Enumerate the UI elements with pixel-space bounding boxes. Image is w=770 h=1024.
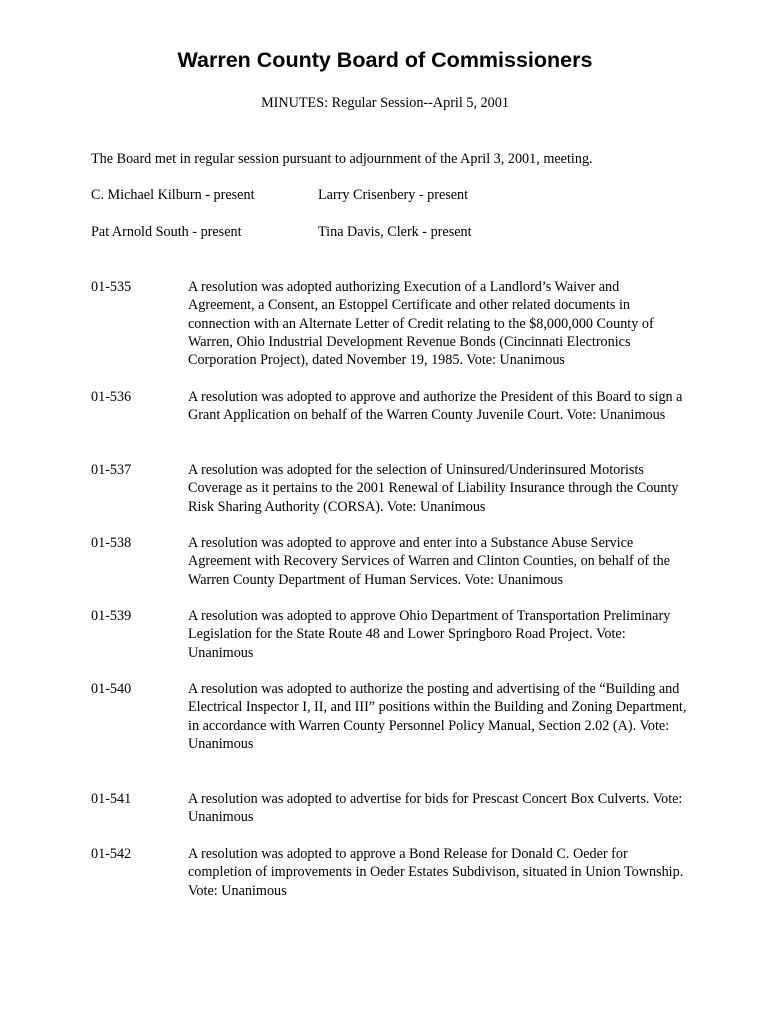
resolution-number-01-542: 01-542	[91, 846, 132, 862]
attendee-kilburn: C. Michael Kilburn - present	[91, 187, 255, 203]
document-title: Warren County Board of Commissioners	[177, 48, 593, 72]
resolution-number-01-538: 01-538	[91, 535, 132, 551]
attendee-davis: Tina Davis, Clerk - present	[318, 224, 472, 240]
document-subtitle: MINUTES: Regular Session--April 5, 2001	[261, 95, 509, 111]
resolution-number-01-539: 01-539	[91, 608, 132, 624]
resolution-text-01-540: A resolution was adopted to authorize the posting and advertising of the “Building and Electrical Inspector I, II, and III” positions within the Building and Zoning Department, in accordance with Warren County Personnel Policy Manual, Section 2.02 (A). Vote: Unanimous	[188, 681, 687, 752]
resolution-number-01-535: 01-535	[91, 279, 132, 295]
resolution-text-01-535: A resolution was adopted authorizing Execution of a Landlord’s Waiver and Agreement, a Consent, an Estoppel Certificate and other related documents in connection with an Alternate Letter of Credit relating to the $8,000,000 County of Warren, Ohio Industrial Development Revenue Bonds (Cincinnati Electronics Corporation Project), dated November 19, 1985. Vote: Unanimous	[188, 279, 654, 369]
resolution-text-01-536: A resolution was adopted to approve and authorize the President of this Board to sign a Grant Application on behalf of the Warren County Juvenile Court. Vote: Unanimous	[188, 389, 683, 424]
resolution-number-01-537: 01-537	[91, 462, 132, 478]
attendee-crisenbery: Larry Crisenbery - present	[318, 187, 469, 203]
resolution-number-01-536: 01-536	[91, 389, 132, 405]
resolution-text-01-538: A resolution was adopted to approve and enter into a Substance Abuse Service Agreement with Recovery Services of Warren and Clinton Counties, on behalf of the Warren County Department of Human Services. Vote: Unanimous	[188, 535, 671, 588]
intro-paragraph: The Board met in regular session pursuant to adjournment of the April 3, 2001, meeting.	[91, 151, 593, 167]
resolution-text-01-541: A resolution was adopted to advertise for bids for Prescast Concert Box Culverts. Vote: Unanimous	[188, 791, 683, 826]
resolution-text-01-542: A resolution was adopted to approve a Bond Release for Donald C. Oeder for completion of improvements in Oeder Estates Subdivison, situated in Union Township. Vote: Unanimous	[188, 846, 684, 899]
resolution-number-01-541: 01-541	[91, 791, 132, 807]
resolution-number-01-540: 01-540	[91, 681, 132, 697]
resolution-text-01-539: A resolution was adopted to approve Ohio Department of Transportation Preliminary Legislation for the State Route 48 and Lower Springboro Road Project. Vote: Unanimous	[188, 608, 671, 661]
resolution-text-01-537: A resolution was adopted for the selection of Uninsured/Underinsured Motorists Coverage as it pertains to the 2001 Renewal of Liability Insurance through the County Risk Sharing Authority (CORSA). Vote: Unanimous	[188, 462, 679, 515]
attendee-south: Pat Arnold South - present	[91, 224, 242, 240]
